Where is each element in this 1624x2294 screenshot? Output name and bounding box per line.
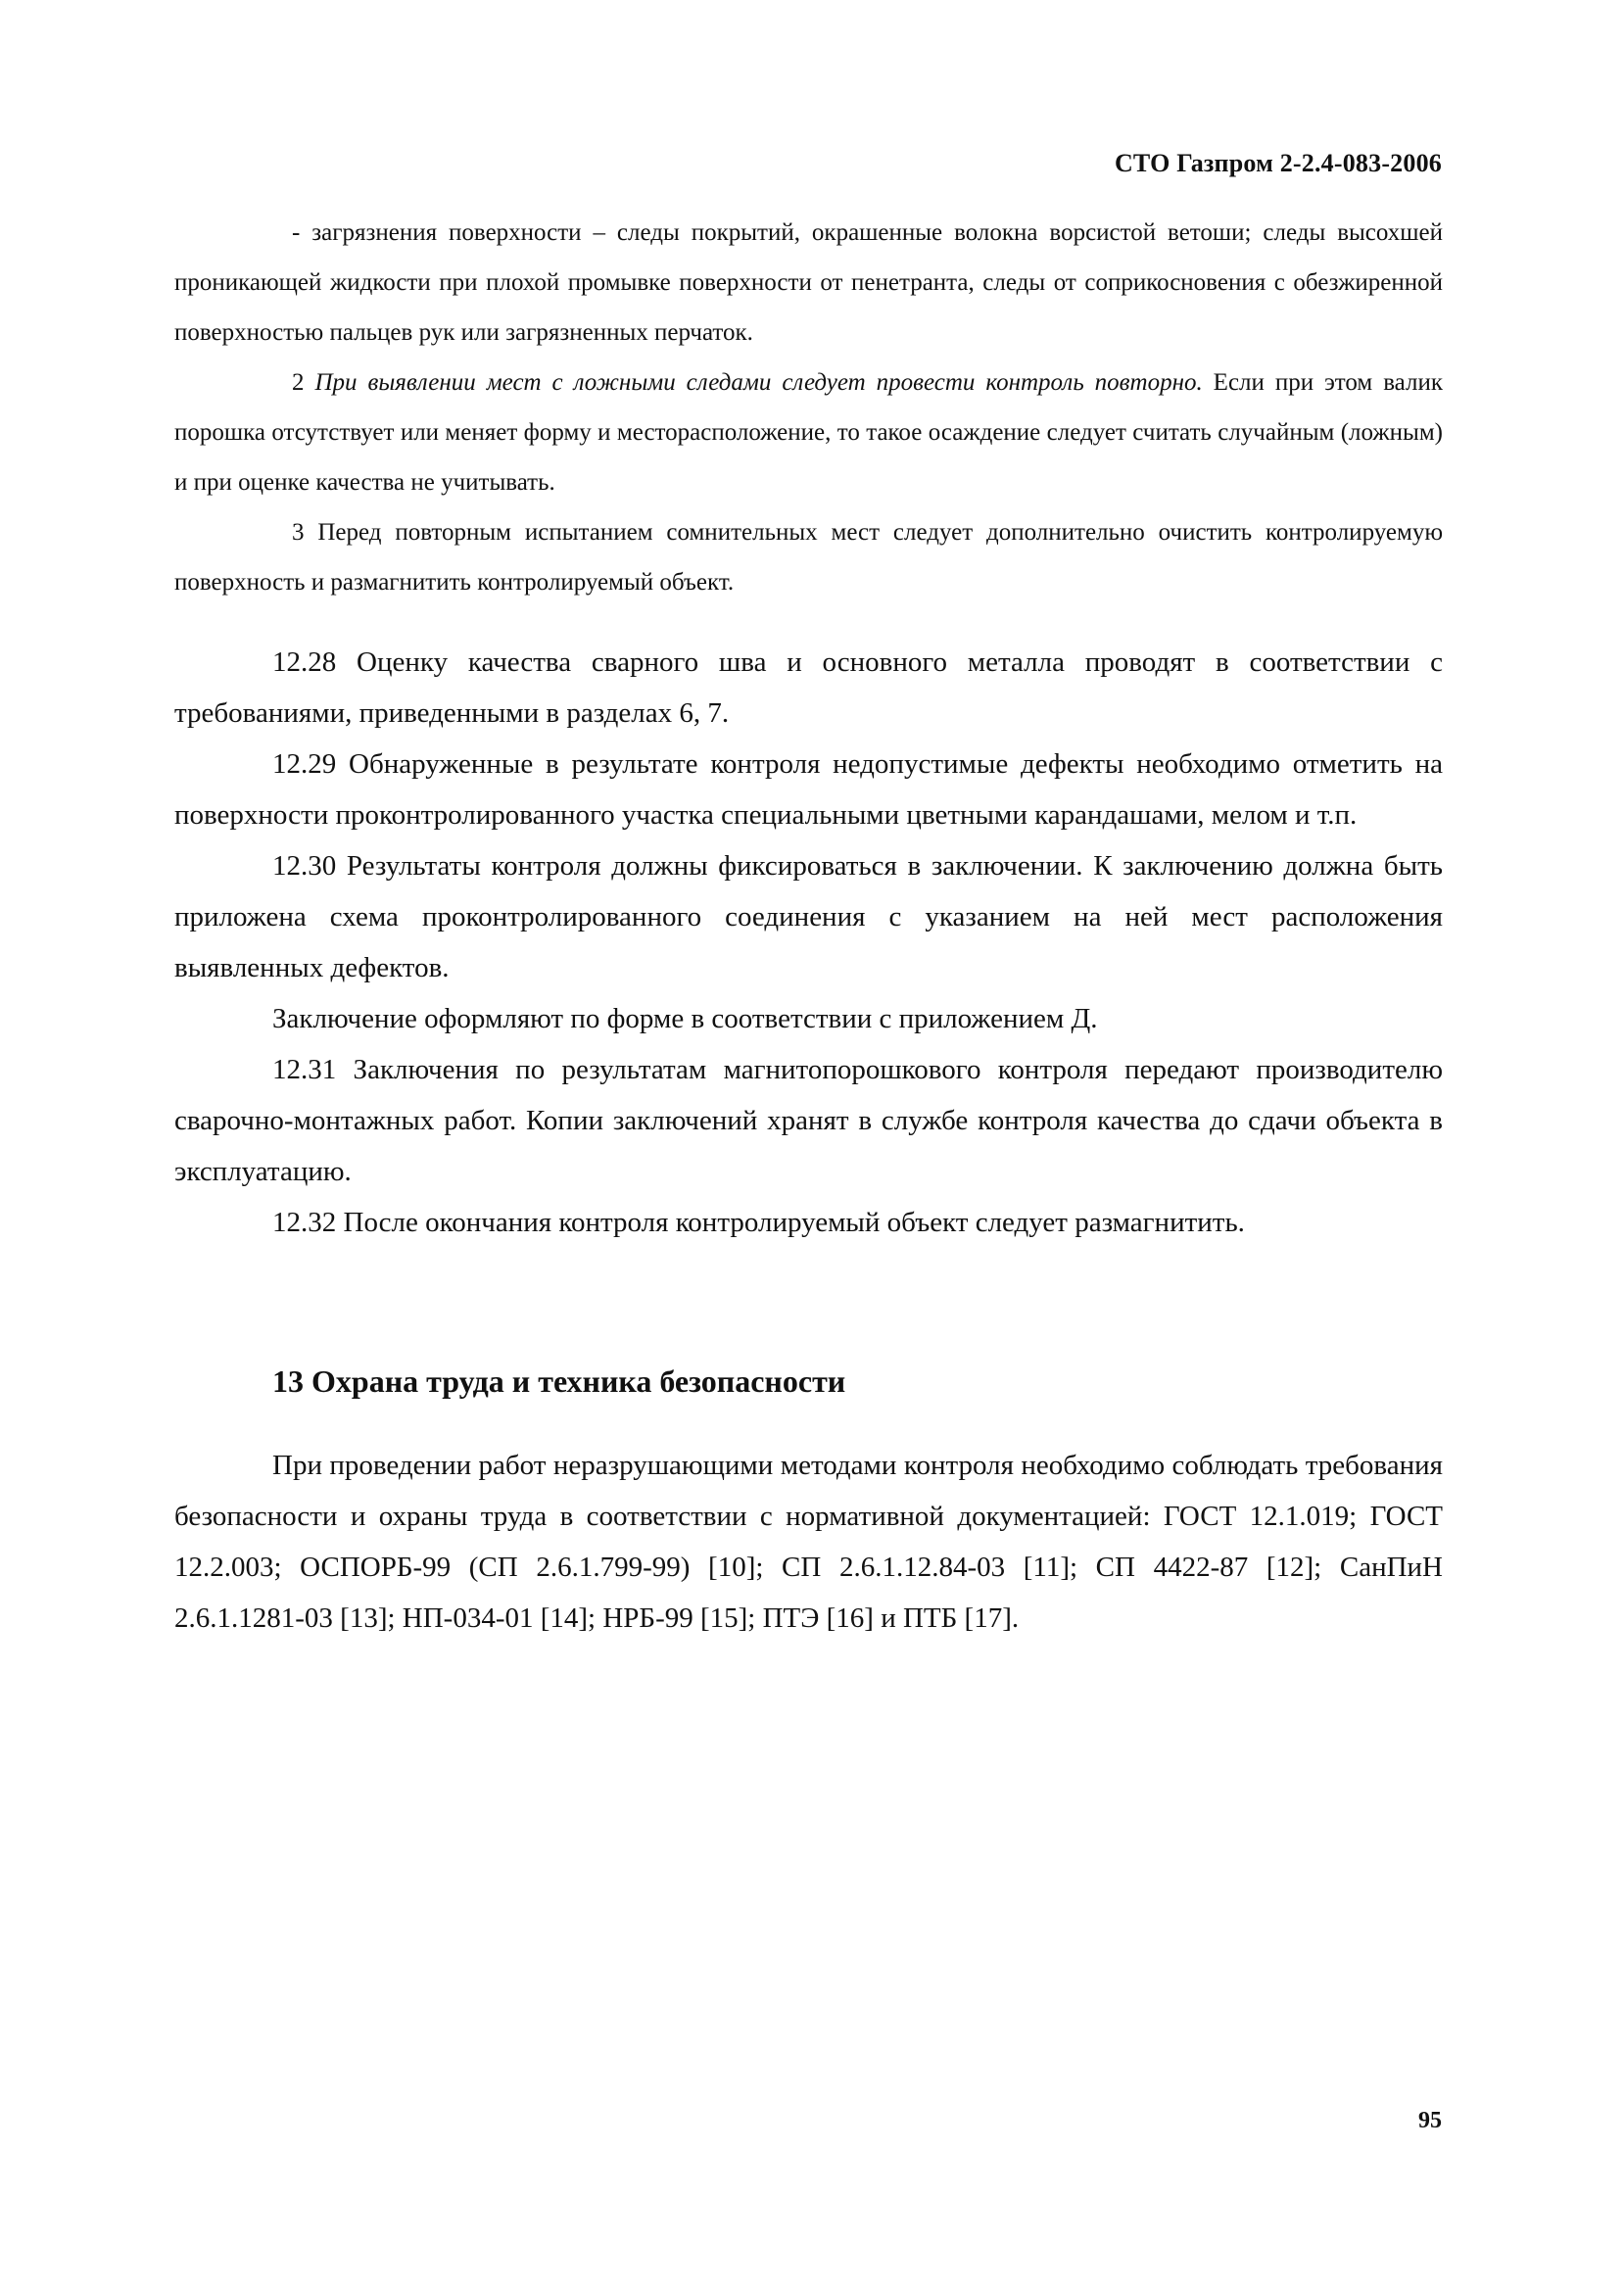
clause-12-30-form: Заключение оформляют по форме в соответствии с приложением Д.	[272, 1003, 1098, 1034]
note-2-rest-text: Если при этом валик порошка отсутствует или меняет форму и месторасположение, то такое осаждение следует считать случайным (ложным) и при оценке качества не учитывать.	[174, 369, 1443, 496]
clauses-block	[174, 637, 1443, 1248]
section-13-body	[174, 1440, 1443, 1644]
clause-12-30: 12.30 Результаты контроля должны фиксироваться в заключении. К заключению должна быть приложена схема проконтролированного соединения с указанием на ней мест расположения выявленных дефектов.	[174, 850, 1443, 983]
section-13-title: 13 Охрана труда и техника безопасности	[272, 1363, 846, 1399]
clause-12-29: 12.29 Обнаруженные в результате контроля недопустимые дефекты необходимо отметить на поверхности проконтролированного участка специальными цветными карандашами, мелом и т.п.	[174, 748, 1443, 831]
note-paragraph-3: 3 Перед повторным испытанием сомнительных мест следует дополнительно очистить контролируемую поверхность и размагнитить контролируемый объект.	[174, 519, 1443, 596]
note-2-italic-text: При выявлении мест с ложными следами следует провести контроль повторно.	[314, 369, 1203, 396]
page-number: 95	[1418, 2108, 1442, 2133]
section-13-paragraph: При проведении работ неразрушающими методами контроля необходимо соблюдать требования безопасности и охраны труда в соответствии с нормативной документацией: ГОСТ 12.1.019; ГОСТ 12.2.003; ОСПОРБ-99 (СП 2.6.1.799-99) [10]; СП 2.6.1.12.84-03 [11]; СП 4422-87 [12]; СанПиН 2.6.1.1281-03 [13]; НП-034-01 [14]; НРБ-99 [15]; ПТЭ [16] и ПТБ [17].	[174, 1450, 1443, 1634]
document-code-header: СТО Газпром 2-2.4-083-2006	[1114, 149, 1442, 177]
note-paragraph-1: - загрязнения поверхности – следы покрытий, окрашенные волокна ворсистой ветоши; следы высохшей проникающей жидкости при плохой промывке поверхности от пенетранта, следы от соприкосновения с обезжиренной поверхностью пальцев рук или загрязненных перчаток.	[174, 219, 1443, 346]
clause-12-31: 12.31 Заключения по результатам магнитопорошкового контроля передают производителю сварочно-монтажных работ. Копии заключений хранят в службе контроля качества до сдачи объекта в эксплуатацию.	[174, 1054, 1443, 1187]
clause-12-32: 12.32 После окончания контроля контролируемый объект следует размагнитить.	[272, 1207, 1245, 1238]
note-2-number: 2	[292, 369, 315, 396]
notes-block	[174, 208, 1443, 607]
clause-12-28: 12.28 Оценку качества сварного шва и основного металла проводят в соответствии с требованиями, приведенными в разделах 6, 7.	[174, 646, 1443, 729]
note-paragraph-2	[174, 358, 1443, 507]
